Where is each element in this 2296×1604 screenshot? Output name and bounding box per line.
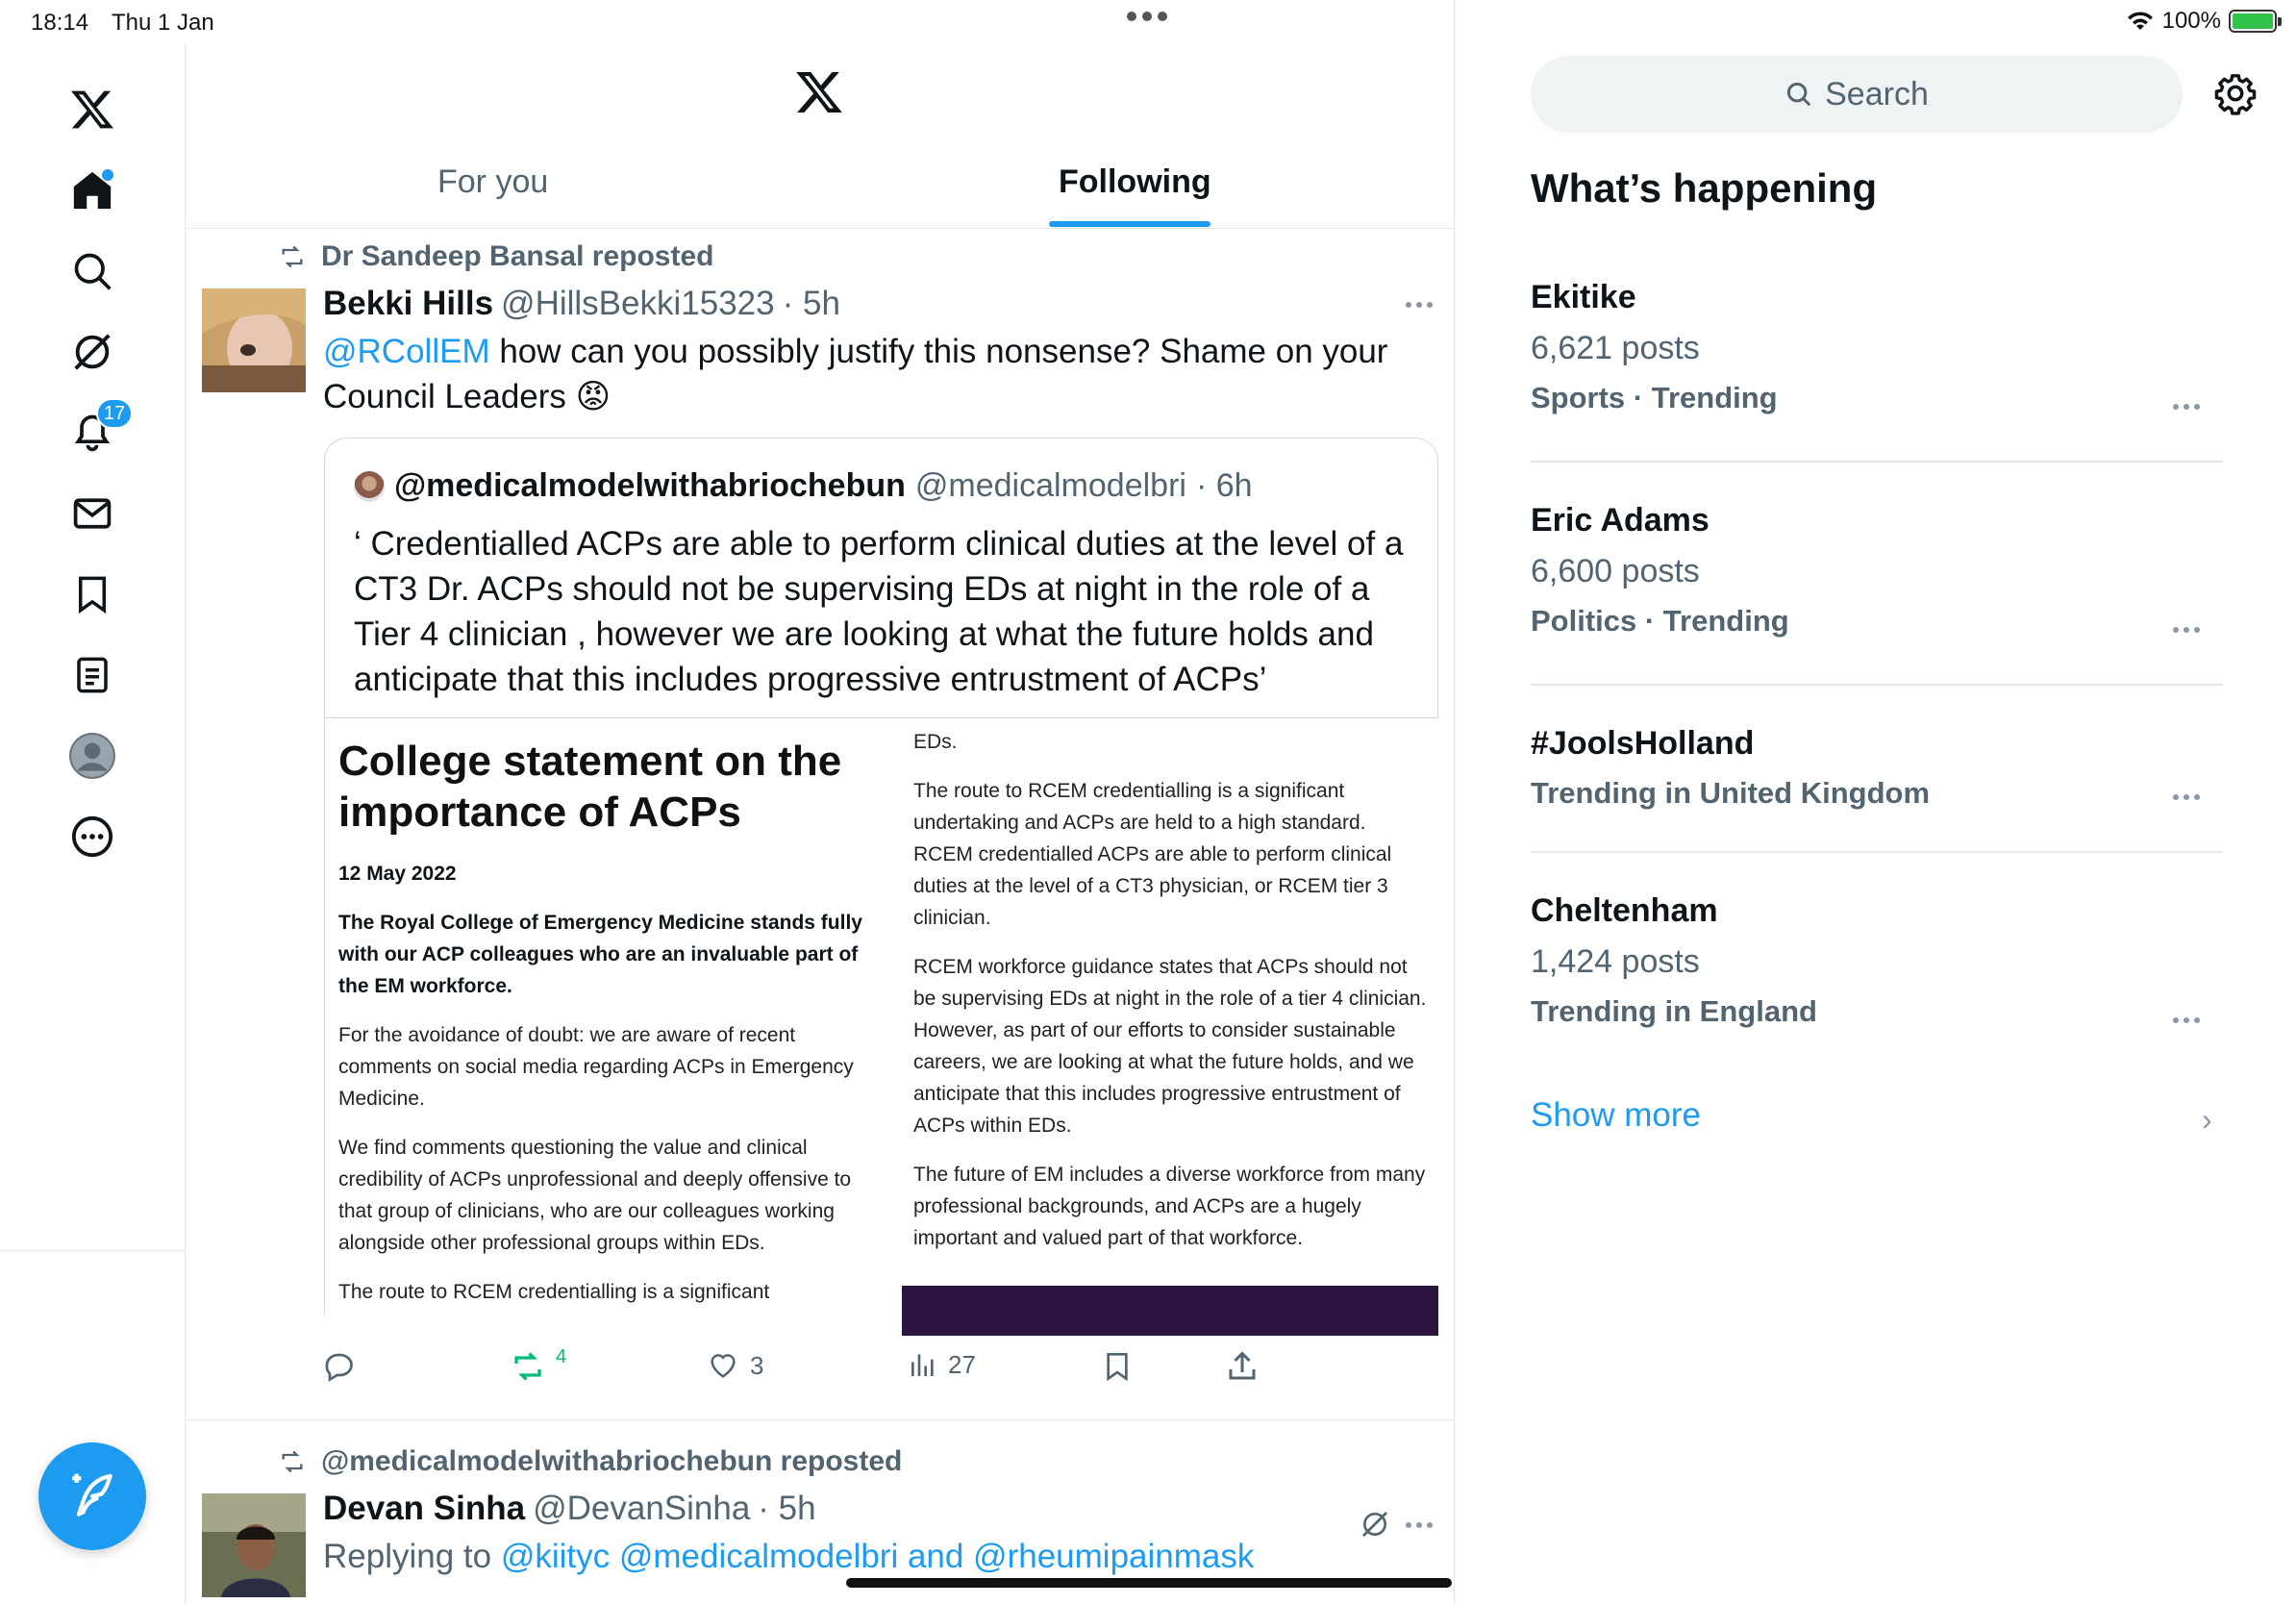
tweet-actions: [321, 1345, 1427, 1397]
trend-name: Cheltenham: [1531, 892, 1718, 929]
whats-happening-title: What’s happening: [1531, 165, 1878, 211]
tweet-header: [323, 1490, 816, 1528]
profile-nav-item[interactable]: [54, 717, 131, 794]
views-button[interactable]: [908, 1349, 976, 1380]
heart-icon: [706, 1349, 740, 1382]
tweet-time[interactable]: · 5h: [782, 285, 840, 322]
image-paragraph: We find comments questioning the value and clinical credibility of ACPs unprofessional and deeply offensive to that group of clinicians, who are our colleagues working alongside other professional groups within EDs.: [338, 1137, 852, 1254]
repost-context: [277, 1445, 902, 1478]
share-button[interactable]: [1225, 1349, 1260, 1384]
home-indicator[interactable]: [846, 1578, 1452, 1588]
quoted-author-name: @medicalmodelwithabriochebun: [394, 467, 906, 504]
trend-name: Ekitike: [1531, 279, 1636, 315]
quoted-avatar: [354, 471, 385, 502]
bookmark-button[interactable]: [1102, 1349, 1133, 1384]
lists-nav-item[interactable]: [54, 637, 131, 714]
search-icon: [71, 250, 113, 292]
repost-icon: [277, 1448, 308, 1475]
sidebar: [0, 44, 186, 1604]
settings-gear-icon[interactable]: [2213, 71, 2258, 120]
repost-by-label: @medicalmodelwithabriochebun reposted: [321, 1445, 903, 1477]
image-left-column: [338, 728, 877, 1303]
trend-count: 6,621 posts: [1531, 330, 1700, 366]
quoted-tweet-header: [354, 467, 1253, 505]
image-paragraph: EDs.: [913, 731, 958, 753]
home-unread-dot: [102, 169, 113, 181]
trend-divider: [1531, 851, 2223, 853]
trend-count: 1,424 posts: [1531, 943, 1700, 980]
status-date: Thu 1 Jan: [112, 10, 214, 36]
notifications-nav-item[interactable]: [54, 394, 131, 471]
quoted-tweet[interactable]: [324, 438, 1438, 1334]
author-handle[interactable]: @HillsBekki15323: [501, 285, 775, 322]
grok-nav-item[interactable]: [54, 313, 131, 390]
quoted-time: · 6h: [1195, 467, 1253, 504]
quoted-handle: @medicalmodelbri: [914, 467, 1186, 504]
trend-more-icon[interactable]: [2173, 627, 2200, 633]
tweet[interactable]: [187, 1420, 1455, 1604]
image-paragraph: The route to RCEM credentialling is a significant undertaking and ACPs are held to a high standard. RCEM credentialled ACPs are able to perform clinical duties at the level of a CT3 physician, or RCEM tier 3 clinician.: [913, 780, 1392, 929]
tweet-more-icon[interactable]: [1406, 1522, 1433, 1528]
repost-count: 4: [556, 1345, 567, 1367]
author-name[interactable]: Bekki Hills: [323, 285, 494, 322]
tweet-text: [323, 329, 1429, 419]
like-count: 3: [750, 1350, 764, 1380]
grok-icon: [70, 330, 114, 374]
right-sidebar: [1456, 0, 2296, 1604]
image-footer-band: [902, 1286, 1438, 1336]
trend-context: Trending in United Kingdom: [1531, 776, 1931, 810]
battery-percent: 100%: [2161, 8, 2221, 34]
author-handle[interactable]: @DevanSinha: [533, 1490, 751, 1527]
avatar[interactable]: [202, 288, 306, 392]
tweet[interactable]: [187, 229, 1455, 1419]
repost-icon: [510, 1349, 546, 1384]
trend-item[interactable]: [1531, 502, 2223, 639]
avatar[interactable]: [202, 1493, 306, 1597]
trend-divider: [1531, 461, 2223, 463]
bookmark-icon: [1102, 1349, 1133, 1384]
trend-item[interactable]: [1531, 279, 2223, 415]
trend-more-icon[interactable]: [2173, 794, 2200, 800]
image-right-column: [902, 718, 1438, 1336]
x-header-logo-icon[interactable]: [794, 67, 844, 122]
repost-by-label: Dr Sandeep Bansal reposted: [321, 240, 714, 272]
compose-feather-icon: [65, 1469, 119, 1523]
replying-prefix: Replying to: [323, 1538, 501, 1575]
profile-icon: [68, 732, 116, 780]
trend-more-icon[interactable]: [2173, 1017, 2200, 1023]
image-title: College statement on the importance of ACPs: [338, 738, 842, 836]
trend-item[interactable]: [1531, 892, 2223, 1029]
image-paragraph: For the avoidance of doubt: we are aware of recent comments on social media regarding ACPs in Emergency Medicine.: [338, 1024, 854, 1110]
lists-icon: [72, 653, 112, 697]
search-nav-item[interactable]: [54, 233, 131, 310]
angry-emoji: 😡: [575, 378, 611, 415]
tweet-body: how can you possibly justify this nonsense? Shame on your Council Leaders: [323, 333, 1388, 415]
views-count: 27: [948, 1349, 976, 1379]
search-input[interactable]: [1531, 56, 2183, 133]
search-icon: [1784, 80, 1813, 109]
show-more-link[interactable]: Show more: [1531, 1096, 1702, 1134]
trend-divider: [1531, 684, 2223, 686]
mail-icon: [71, 492, 113, 535]
compose-button[interactable]: [38, 1442, 146, 1550]
trend-more-icon[interactable]: [2173, 404, 2200, 410]
image-paragraph: RCEM workforce guidance states that ACPs should not be supervising EDs at night in the role of a tier 4 clinician. However, as part of our efforts to consider sustainable careers, we are looking at what the future holds, and we anticipate that this includes progressive entrustment of ACPs within EDs.: [913, 956, 1427, 1137]
trend-item[interactable]: [1531, 725, 2223, 811]
more-nav-item[interactable]: [54, 798, 131, 875]
bookmarks-nav-item[interactable]: [54, 556, 131, 633]
repost-context: [277, 240, 713, 273]
active-tab-indicator: [1049, 221, 1210, 227]
tweet-more-icon[interactable]: [1406, 302, 1433, 308]
x-logo-icon[interactable]: [54, 71, 131, 148]
bookmark-icon: [72, 572, 112, 616]
like-button[interactable]: [706, 1349, 763, 1382]
notification-badge: 17: [96, 398, 133, 429]
trend-context: Politics · Trending: [1531, 604, 1789, 638]
trend-context: Sports · Trending: [1531, 381, 1778, 414]
chevron-right-icon[interactable]: ›: [2202, 1102, 2212, 1137]
main-timeline: [187, 0, 1455, 1604]
replying-to: [323, 1534, 1429, 1579]
reply-button[interactable]: [321, 1349, 365, 1384]
status-time: 18:14: [31, 10, 89, 36]
image-date: 12 May 2022: [338, 863, 457, 885]
quoted-image[interactable]: [325, 717, 1439, 1335]
share-icon: [1225, 1349, 1260, 1384]
replying-to-links[interactable]: @kiityc @medicalmodelbri and @rheumipainmask: [500, 1538, 1255, 1575]
quoted-text: ‘ Credentialled ACPs are able to perform clinical duties at the level of a CT3 Dr. ACPs should not be supervising EDs at night in the role of a Tier 4 clinician , however we are looking at what the future holds and anticipate that this includes progressive entrustment of ACPs’: [354, 525, 1404, 698]
trend-name: #JoolsHolland: [1531, 725, 1755, 762]
repost-button[interactable]: [510, 1345, 567, 1384]
tab-for-you[interactable]: For you: [437, 163, 549, 200]
views-chart-icon: [908, 1349, 938, 1380]
mention-link[interactable]: @RCollEM: [323, 333, 490, 370]
more-circle-icon: [70, 815, 114, 859]
image-cut-line: The route to RCEM credentialling is a significant: [338, 1281, 770, 1303]
repost-icon: [277, 243, 308, 270]
sidebar-divider: [0, 1250, 186, 1251]
home-nav-item[interactable]: [54, 152, 131, 229]
image-paragraph: The future of EM includes a diverse workforce from many professional backgrounds, and ACPs are a hugely important and valued part of that workforce.: [913, 1164, 1426, 1249]
reply-icon: [321, 1349, 356, 1384]
trend-name: Eric Adams: [1531, 502, 1710, 539]
timeline-tabs: [187, 144, 1455, 229]
trend-count: 6,600 posts: [1531, 553, 1700, 589]
author-name[interactable]: Devan Sinha: [323, 1490, 526, 1527]
tweet-header: [323, 285, 840, 323]
search-placeholder: Search: [1825, 75, 1929, 113]
tab-following[interactable]: Following: [1059, 163, 1211, 200]
trend-context: Trending in England: [1531, 994, 1817, 1028]
messages-nav-item[interactable]: [54, 475, 131, 552]
tweet-time[interactable]: · 5h: [758, 1490, 816, 1527]
image-lead: The Royal College of Emergency Medicine stands fully with our ACP colleagues who are an invaluable part of the EM workforce.: [338, 912, 862, 997]
